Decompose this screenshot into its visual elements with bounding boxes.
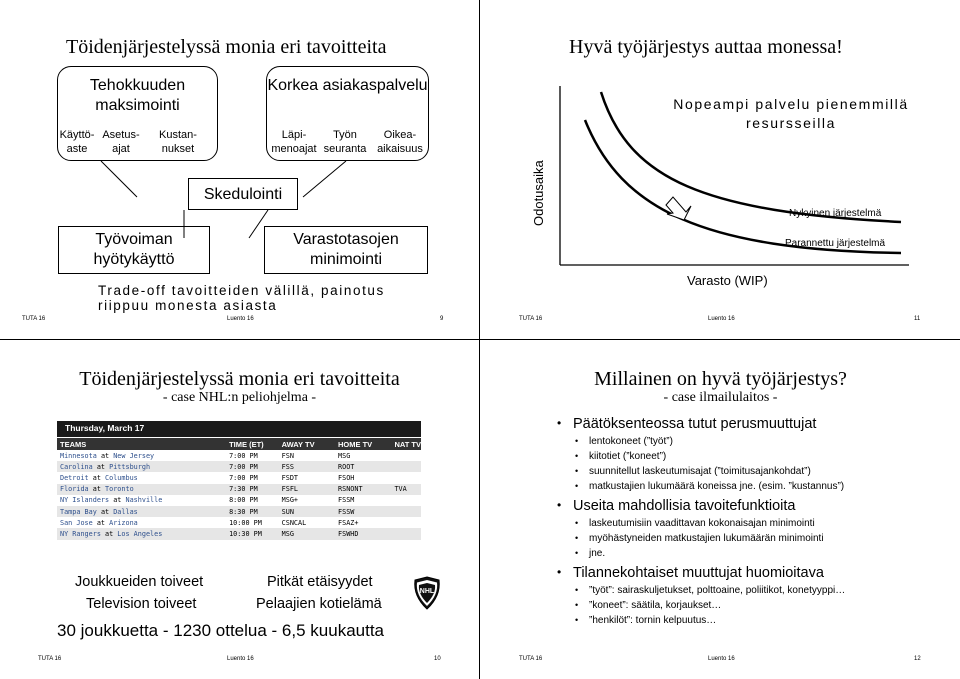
game-row	[57, 517, 421, 528]
slide-9	[0, 0, 479, 339]
column-header: TEAMS	[57, 438, 226, 450]
footer-course: TUTA 16	[22, 316, 46, 322]
list-item: • kiitotiet (”koneet”)	[557, 451, 957, 462]
connector-line	[101, 161, 137, 197]
footer-course: TUTA 16	[38, 656, 62, 662]
nhl-logo	[412, 576, 442, 610]
season-summary: 30 joukkuetta - 1230 ottelua - 6,5 kuukautta	[57, 621, 385, 640]
improved-system-curve	[585, 120, 901, 253]
nat-tv	[391, 517, 421, 528]
column-header: NAT TV	[391, 438, 421, 450]
column-header: TIME (ET)	[226, 438, 279, 450]
tradeoff-chart	[481, 0, 960, 339]
slide-10	[0, 340, 479, 679]
work-tracking-label: Työn seuranta	[323, 129, 367, 155]
labor-label: Työvoiman hyötykäyttö	[93, 231, 175, 268]
lead-times-label: Läpi-menoajat	[271, 129, 317, 155]
away-team[interactable]: Florida	[60, 485, 89, 494]
home-team[interactable]: Arizona	[109, 518, 138, 527]
slide-title: Hyvä työjärjestys auttaa monessa!	[569, 36, 843, 58]
callout-text: Nopeampi palvelu pienemmillä resursseilla	[673, 96, 909, 131]
home-tv: FSOH	[335, 472, 391, 483]
game-time: 7:00 PM	[226, 472, 279, 483]
home-tv: RSNONT	[335, 484, 391, 495]
away-tv: FSDT	[279, 472, 335, 483]
away-team[interactable]: San Jose	[60, 518, 93, 527]
section-heading: • Päätöksenteossa tutut perusmuuttujat	[557, 416, 957, 432]
nat-tv	[391, 495, 421, 506]
list-item: • lentokoneet (”työt”)	[557, 436, 957, 447]
away-team[interactable]: NY Rangers	[60, 529, 101, 538]
game-time: 8:30 PM	[226, 506, 279, 517]
slide-title: Töidenjärjestelyssä monia eri tavoitteita	[79, 368, 400, 390]
away-team[interactable]: NY Islanders	[60, 496, 110, 505]
tv-wishes: Television toiveet	[86, 596, 197, 612]
game-time: 10:30 PM	[226, 528, 279, 539]
list-item: • ”koneet”: säätila, korjaukset…	[557, 600, 957, 611]
nat-tv	[391, 528, 421, 539]
slide-11	[481, 0, 960, 339]
column-header: HOME TV	[335, 438, 391, 450]
improvement-arrow-icon	[666, 197, 691, 220]
game-row	[57, 484, 421, 495]
away-tv: CSNCAL	[279, 517, 335, 528]
nat-tv	[391, 461, 421, 472]
slide-12	[481, 340, 960, 679]
game-time: 10:00 PM	[226, 517, 279, 528]
home-team[interactable]: New Jersey	[113, 451, 155, 460]
timeliness-label: Oikea-aikaisuus	[377, 129, 423, 155]
game-row	[57, 506, 421, 517]
home-team[interactable]: Los Angeles	[117, 529, 163, 538]
footer-lecture: Luento 16	[708, 316, 735, 322]
list-item: • ”työt”: sairaskuljetukset, polttoaine, poliitikot, konetyyppi…	[557, 585, 957, 596]
nat-tv	[391, 506, 421, 517]
home-team[interactable]: Dallas	[113, 507, 138, 516]
at-word: at	[96, 518, 106, 527]
slide-subtitle: - case NHL:n peliohjelma -	[162, 390, 317, 405]
home-tv: FSSW	[335, 506, 391, 517]
game-time: 7:00 PM	[226, 450, 279, 461]
away-tv: SUN	[279, 506, 335, 517]
current-system-label: Nykyinen järjestelmä	[789, 208, 882, 219]
schedule-date: Thursday, March 17	[65, 423, 145, 433]
slide-title: Töidenjärjestelyssä monia eri tavoitteita	[66, 36, 387, 58]
column-header: AWAY TV	[279, 438, 335, 450]
nat-tv	[391, 472, 421, 483]
bullet-list	[557, 410, 957, 626]
game-row	[57, 528, 421, 539]
setup-times-label: Asetus-ajat	[102, 129, 140, 155]
game-time: 8:00 PM	[226, 495, 279, 506]
slide-title: Millainen on hyvä työjärjestys?	[594, 368, 847, 390]
x-axis-label: Varasto (WIP)	[687, 273, 768, 288]
away-tv: MSG	[279, 528, 335, 539]
home-tv: FSWHD	[335, 528, 391, 539]
footer-lecture: Luento 16	[227, 316, 254, 322]
costs-label: Kustan-nukset	[159, 129, 197, 155]
customer-service-label: Korkea asiakaspalvelu	[267, 77, 428, 94]
list-item: • matkustajien lukumäärä koneissa jne. (esim. ”kustannus”)	[557, 481, 957, 492]
list-item: • myöhästyneiden matkustajien lukumäärän minimointi	[557, 533, 957, 544]
home-tv: FSAZ+	[335, 517, 391, 528]
at-word: at	[113, 496, 122, 505]
list-item: • jne.	[557, 548, 957, 559]
at-word: at	[92, 473, 101, 482]
utilization-label: Käyttö-aste	[59, 129, 95, 155]
away-tv: FSS	[279, 461, 335, 472]
at-word: at	[100, 451, 110, 460]
at-word: at	[92, 485, 101, 494]
away-team[interactable]: Tampa Bay	[60, 507, 97, 516]
tradeoff-note: Trade-off tavoitteiden välillä, painotus riippuu monesta asiasta	[98, 283, 385, 313]
schedule-table	[57, 438, 421, 540]
improved-system-label: Parannettu järjestelmä	[785, 238, 886, 249]
list-item: • ”henkilöt”: tornin kelpuutus…	[557, 615, 957, 626]
schedule-date-bar	[57, 421, 421, 437]
game-row	[57, 450, 421, 461]
nhl-logo-text: NHL	[419, 588, 435, 595]
at-word: at	[105, 529, 114, 538]
y-axis-label: Odotusaika	[531, 160, 546, 226]
away-team[interactable]: Minnesota	[60, 451, 97, 460]
home-team[interactable]: Columbus	[105, 473, 138, 482]
page-number: 12	[914, 656, 921, 662]
page-number: 9	[440, 316, 444, 322]
game-row	[57, 495, 421, 506]
efficiency-label: Tehokkuuden maksimointi	[89, 77, 186, 114]
at-word: at	[96, 462, 106, 471]
inventory-label: Varastotasojen minimointi	[293, 231, 399, 268]
footer-course: TUTA 16	[519, 656, 543, 662]
footer-course: TUTA 16	[519, 316, 543, 322]
game-row	[57, 472, 421, 483]
game-row	[57, 461, 421, 472]
footer-lecture: Luento 16	[708, 656, 735, 662]
nat-tv: TVA	[391, 484, 421, 495]
table-header-row	[57, 438, 421, 450]
team-wishes: Joukkueiden toiveet	[75, 574, 204, 590]
players-family-life: Pelaajien kotielämä	[256, 596, 382, 612]
home-team[interactable]: Nashville	[125, 496, 163, 505]
list-item: • suunnitellut laskeutumisajat (”toimitusajankohdat”)	[557, 466, 957, 477]
home-team[interactable]: Toronto	[105, 485, 134, 494]
home-tv: ROOT	[335, 461, 391, 472]
away-team[interactable]: Detroit	[60, 473, 89, 482]
page-number: 10	[434, 656, 441, 662]
away-team[interactable]: Carolina	[60, 462, 93, 471]
home-tv: MSG	[335, 450, 391, 461]
footer-lecture: Luento 16	[227, 656, 254, 662]
section-heading: • Tilannekohtaiset muuttujat huomioitava	[557, 565, 957, 581]
at-word: at	[100, 507, 110, 516]
game-time: 7:00 PM	[226, 461, 279, 472]
away-tv: FSFL	[279, 484, 335, 495]
away-tv: FSN	[279, 450, 335, 461]
scheduling-label: Skedulointi	[203, 186, 283, 203]
long-distances: Pitkät etäisyydet	[267, 574, 373, 590]
slide-subtitle: - case ilmailulaitos -	[663, 390, 778, 405]
away-tv: MSG+	[279, 495, 335, 506]
home-team[interactable]: Pittsburgh	[109, 462, 151, 471]
connector-line	[303, 161, 346, 197]
page-number: 11	[914, 316, 921, 322]
nat-tv	[391, 450, 421, 461]
game-time: 7:30 PM	[226, 484, 279, 495]
section-heading: • Useita mahdollisia tavoitefunktioita	[557, 498, 957, 514]
home-tv: FSSM	[335, 495, 391, 506]
list-item: • laskeutumisiin vaadittavan kokonaisajan minimointi	[557, 518, 957, 529]
